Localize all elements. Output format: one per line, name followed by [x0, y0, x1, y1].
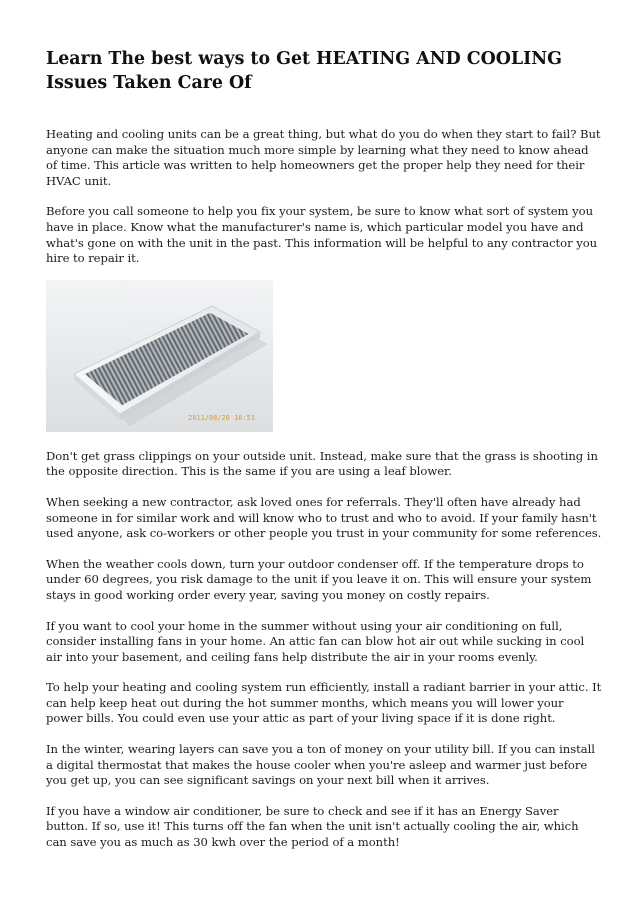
air-filter-photo — [46, 280, 273, 432]
paragraph-condenser: When the weather cools down, turn your outdoor condenser off. If the temperature drops to under 60 degrees, you risk damage to the unit if you leave it on. This will ensure your system stays in good working order every year, saving you money on costly repairs. — [46, 556, 592, 602]
paragraph-referrals: When seeking a new contractor, ask loved ones for referrals. They'll often have already had someone in for similar work and will know who to trust and who to avoid. If your family hasn't used anyone, ask co-workers or other people you trust in your community for some references. — [46, 494, 602, 541]
paragraph-radiant-barrier: To help your heating and cooling system run efficiently, install a radiant barrier in your attic. It can help keep heat out during the hot summer months, which means you will lower your power bills. You could even use your attic as part of your living space if it is done right. — [46, 680, 602, 726]
paragraph-fans: If you want to cool your home in the summer without using your air conditioning on full, consider installing fans in your home. An attic fan can blow hot air out while sucking in cool air into your basement, and ceiling fans help distribute the air in your rooms evenly. — [46, 618, 585, 664]
paragraph-energy-saver: If you have a window air conditioner, be sure to check and see if it has an Energy Saver button. If so, use it! This turns off the fan when the unit isn't actually cooling the air, which can save you as much as 30 kwh over the period of a month! — [46, 803, 579, 850]
photo-timestamp: 2011/08/20 16:51 — [188, 413, 255, 422]
paragraph-layers: In the winter, wearing layers can save you a ton of money on your utility bill. If you can install a digital thermostat that makes the house cooler when you're asleep and warmer just before you get up, you can see significant savings on your next bill when it arrives. — [46, 742, 595, 788]
paragraph-grass-clippings: Don't get grass clippings on your outside unit. Instead, make sure that the grass is shooting in the opposite direction. This is the same if you are using a leaf blower. — [46, 448, 598, 479]
paragraph-know-your-system: Before you call someone to help you fix your system, be sure to know what sort of system you have in place. Know what the manufacturer's name is, which particular model you have and what's gone on with the unit in the past. This information will be helpful to any contractor you hire to repair it. — [46, 204, 598, 266]
article-title: Learn The best ways to Get HEATING AND COOLING Issues Taken Care Of — [46, 49, 562, 93]
paragraph-intro: Heating and cooling units can be a great thing, but what do you do when they start to fail? But anyone can make the situation much more simple by learning what they need to know ahead of time. This article was written to help homeowners get the proper help they need for their HVAC unit. — [46, 127, 601, 188]
air-filter-illustration — [46, 280, 273, 432]
article — [46, 47, 602, 851]
